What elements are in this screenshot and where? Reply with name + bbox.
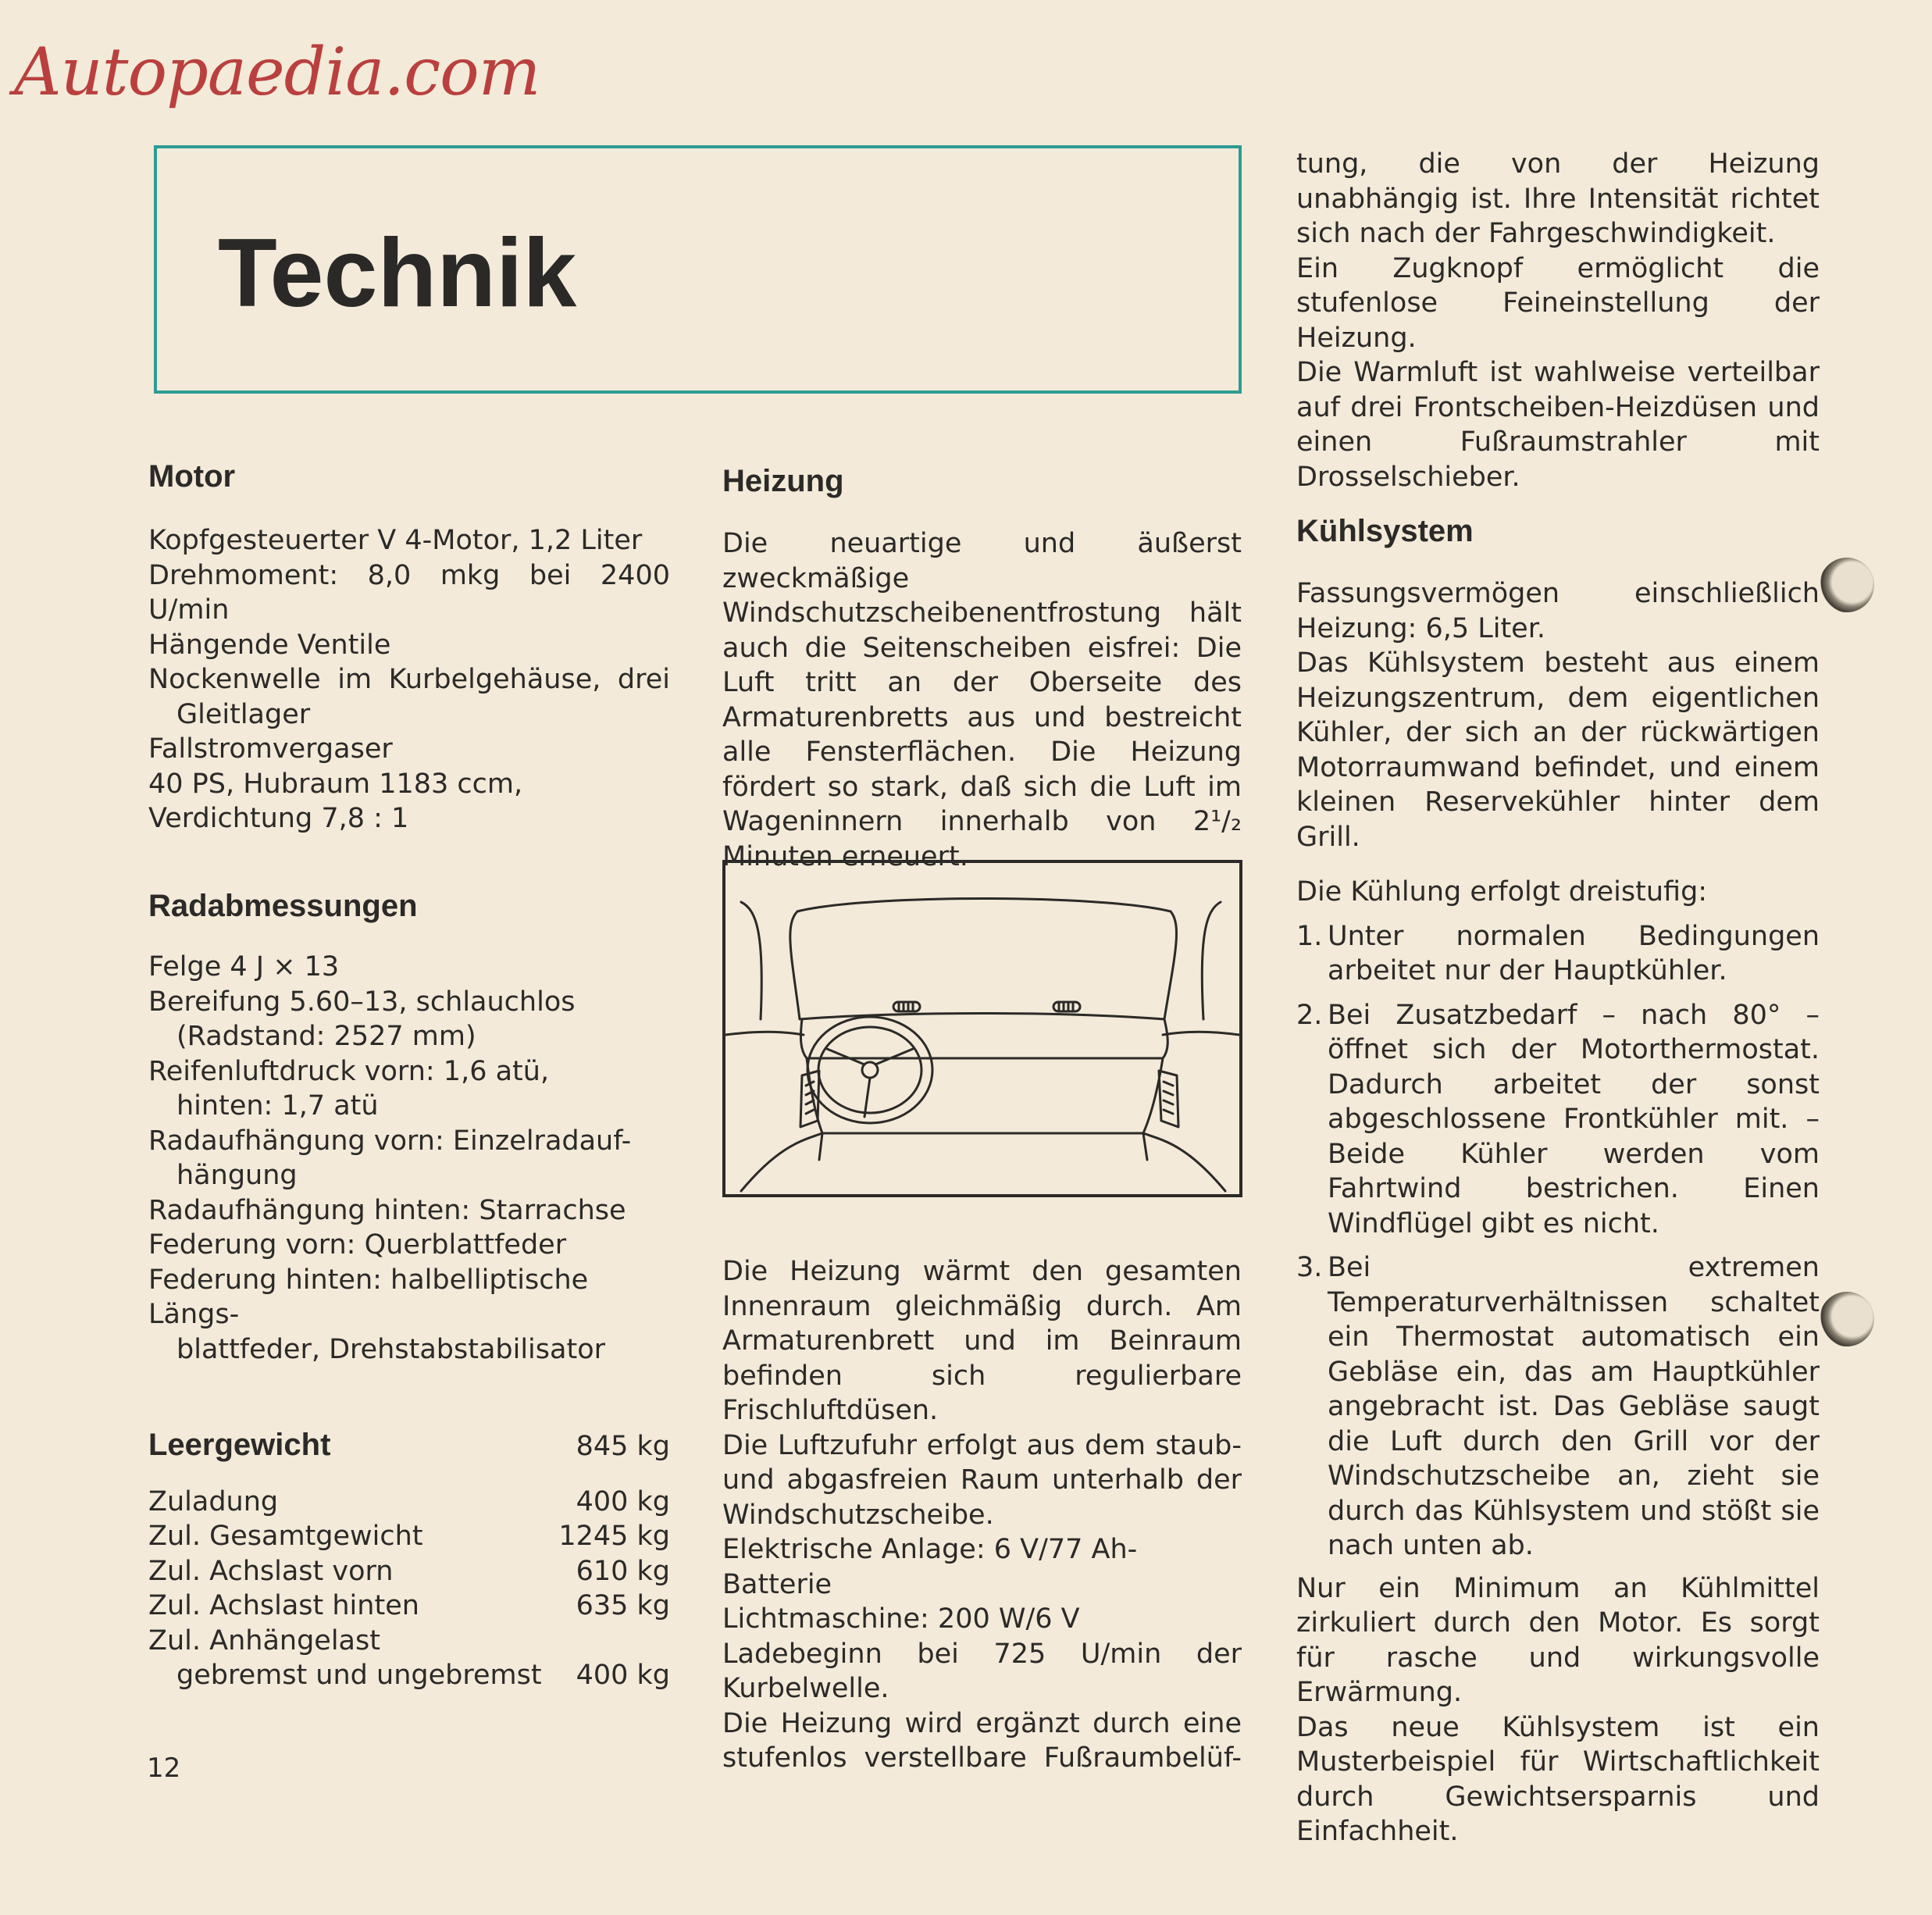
weight-row bbox=[148, 1658, 670, 1693]
watermark-logo: Autopaedia.com bbox=[14, 34, 540, 110]
col3-top bbox=[1296, 147, 1820, 494]
weight-label: gebremst und ungebremst bbox=[176, 1660, 542, 1691]
motor-line: Kopfgesteuerter V 4-Motor, 1,2 Liter bbox=[148, 525, 643, 556]
heizung-p1: Die Heizung wärmt den gesamten Innenraum gleichmäßig durch. Am Armaturenbrett und im Beinraum befinden sich regulierbare Frischluftdüsen. bbox=[722, 1256, 1242, 1426]
gewicht-heading: Leergewicht bbox=[148, 1428, 331, 1462]
a-pillar-left bbox=[741, 902, 761, 1019]
binder-hole-bottom bbox=[1820, 1292, 1874, 1346]
weight-value: 610 kg bbox=[576, 1555, 670, 1587]
rad-line: (Radstand: 2527 mm) bbox=[176, 1021, 476, 1052]
kuehl-p1: Fassungsvermögen einschließlich Heizung: 6,5 Liter. bbox=[1296, 578, 1820, 644]
motor-line: Drehmoment: 8,0 mkg bei 2400 U/min bbox=[148, 559, 670, 626]
rad-line: Federung vorn: Querblattfeder bbox=[148, 1229, 567, 1261]
weight-label: Zul. Anhängelast bbox=[148, 1624, 380, 1656]
list-text: Bei extremen Temperaturverhältnissen schaltet ein Thermostat automatisch ein Gebläse ein, das am Hauptkühler angebracht ist. Das Gebläse saugt die Luft durch den Grill vor der Windschutzscheibe an, zieht sie durch das Kühlsystem und stößt sie nach unten ab. bbox=[1328, 1252, 1820, 1561]
dashboard-illustration bbox=[722, 860, 1242, 1197]
kuehl-p5: Das neue Kühlsystem ist ein Musterbeispiel für Wirtschaftlichkeit durch Gewichtsersparnis und Einfachheit. bbox=[1296, 1711, 1820, 1847]
weight-value: 400 kg bbox=[576, 1660, 670, 1691]
kuehl-p2: Das Kühlsystem besteht aus einem Heizungszentrum, dem eigentlichen Kühler, der sich an der rückwärtigen Motorraumwand befindet, und einem kleinen Reservekühler hinter dem Grill. bbox=[1296, 647, 1820, 853]
list-text: Unter normalen Bedingungen arbeitet nur der Hauptkühler. bbox=[1328, 920, 1820, 986]
weight-label: Zul. Achslast vorn bbox=[148, 1555, 394, 1587]
weight-value: 1245 kg bbox=[558, 1521, 670, 1552]
weight-row bbox=[148, 1485, 670, 1520]
motor-section bbox=[148, 458, 670, 836]
page-number: 12 bbox=[147, 1753, 181, 1784]
rad-line: Felge 4 J × 13 bbox=[148, 951, 340, 982]
weight-row bbox=[148, 1554, 670, 1589]
heizung-section bbox=[722, 462, 1242, 874]
weight-label: Zul. Gesamtgewicht bbox=[148, 1521, 423, 1552]
kuehl-section bbox=[1296, 512, 1820, 1849]
kuehl-list-item bbox=[1296, 919, 1820, 989]
motor-line: Gleitlager bbox=[176, 698, 311, 730]
kuehl-list-item bbox=[1296, 998, 1820, 1242]
col3-p1: tung, die von der Heizung unabhängig ist. Ihre Intensität richtet sich nach der Fahrgeschwindigkeit. bbox=[1296, 148, 1820, 249]
motor-heading: Motor bbox=[148, 459, 236, 494]
weight-label: Zuladung bbox=[148, 1485, 279, 1517]
steering-wheel bbox=[807, 1017, 932, 1123]
col3-p3: Die Warmluft ist wahlweise verteilbar auf drei Frontscheiben-Heizdüsen und einen Fußraumstrahler mit Drosselschieber. bbox=[1296, 357, 1820, 493]
dash-vent-right bbox=[1053, 1002, 1080, 1011]
kuehl-p3: Die Kühlung erfolgt dreistufig: bbox=[1296, 876, 1708, 908]
weight-row bbox=[148, 1519, 670, 1554]
col3-p2: Ein Zugknopf ermöglicht die stufenlose Feineinstellung der Heizung. bbox=[1296, 252, 1820, 354]
motor-line: Hängende Ventile bbox=[148, 629, 391, 661]
dash-vent-left bbox=[893, 1002, 920, 1011]
heizung-p6: Die Heizung wird ergänzt durch eine stufenlos verstellbare Fußraumbelüf- bbox=[722, 1707, 1242, 1774]
dashboard-drawing bbox=[725, 863, 1239, 1194]
list-text: Bei Zusatzbedarf – nach 80° – öffnet sich der Motorthermostat. Dadurch arbeitet der sonst abgeschlossene Frontkühler mit. – Beide Kühler werden vom Fahrtwind bestrichen. Einen Windflügel gibt es nicht. bbox=[1328, 999, 1820, 1239]
leergewicht-value: 845 kg bbox=[576, 1431, 670, 1462]
rad-line: Federung hinten: halbelliptische Längs- bbox=[148, 1264, 589, 1330]
rad-line: hinten: 1,7 atü bbox=[176, 1090, 379, 1122]
rad-line: Radaufhängung vorn: Einzelradauf- bbox=[148, 1125, 632, 1157]
rad-section bbox=[148, 887, 670, 1367]
motor-line: Nockenwelle im Kurbelgehäuse, drei bbox=[148, 664, 670, 695]
motor-line: Verdichtung 7,8 : 1 bbox=[148, 803, 409, 834]
rad-line: hängung bbox=[176, 1160, 298, 1191]
heizung-heading: Heizung bbox=[722, 464, 844, 498]
rad-line: Radaufhängung hinten: Starrachse bbox=[148, 1194, 626, 1226]
list-number: 1. bbox=[1296, 920, 1323, 952]
list-number: 2. bbox=[1296, 999, 1323, 1031]
heizung-p3: Elektrische Anlage: 6 V/77 Ah-Batterie bbox=[722, 1534, 1138, 1600]
footwell-vent-right bbox=[1159, 1071, 1178, 1127]
list-number: 3. bbox=[1296, 1252, 1323, 1283]
rad-line: Reifenluftdruck vorn: 1,6 atü, bbox=[148, 1055, 550, 1087]
kuehl-list-item bbox=[1296, 1250, 1820, 1564]
title-box bbox=[154, 145, 1242, 394]
weight-value: 635 kg bbox=[576, 1590, 670, 1621]
heizung-p5: Ladebeginn bei 725 U/min der Kurbelwelle. bbox=[722, 1638, 1242, 1704]
heizung-continued bbox=[722, 1254, 1242, 1776]
rad-line: Bereifung 5.60–13, schlauchlos bbox=[148, 986, 576, 1018]
kuehl-heading: Kühlsystem bbox=[1296, 514, 1474, 548]
weight-row bbox=[148, 1589, 670, 1624]
dashboard-top bbox=[800, 1019, 1167, 1058]
motor-line: 40 PS, Hubraum 1183 ccm, bbox=[148, 768, 523, 800]
a-pillar-right bbox=[1202, 902, 1221, 1019]
weight-value: 400 kg bbox=[576, 1485, 670, 1517]
binder-hole-top bbox=[1820, 558, 1874, 612]
weight-label: Zul. Achslast hinten bbox=[148, 1590, 419, 1621]
gewicht-section bbox=[148, 1426, 670, 1693]
windshield-outline bbox=[790, 899, 1177, 1020]
kuehl-p4: Nur ein Minimum an Kühlmittel zirkuliert durch den Motor. Es sorgt für rasche und wirkungsvolle Erwärmung. bbox=[1296, 1572, 1820, 1708]
motor-line: Fallstromvergaser bbox=[148, 733, 393, 765]
heizung-p4: Lichtmaschine: 200 W/6 V bbox=[722, 1603, 1080, 1635]
heizung-p2: Die Luftzufuhr erfolgt aus dem staub- und abgasfreien Raum unterhalb der Windschutzscheibe. bbox=[722, 1429, 1242, 1531]
page-title: Technik bbox=[218, 219, 577, 327]
heizung-intro: Die neuartige und äußerst zweckmäßige Windschutzscheibenentfrostung hält auch die Seitenscheiben eisfrei: Die Luft tritt an der Oberseite des Armaturenbretts aus und bestreicht alle Fensterflächen. Die Heizung fördert so stark, daß sich die Luft im Wageninnern innerhalb von 2¹/₂ Minuten erneuert. bbox=[722, 528, 1242, 872]
rad-line: blattfeder, Drehstabstabilisator bbox=[176, 1333, 605, 1365]
rad-heading: Radabmessungen bbox=[148, 889, 418, 923]
